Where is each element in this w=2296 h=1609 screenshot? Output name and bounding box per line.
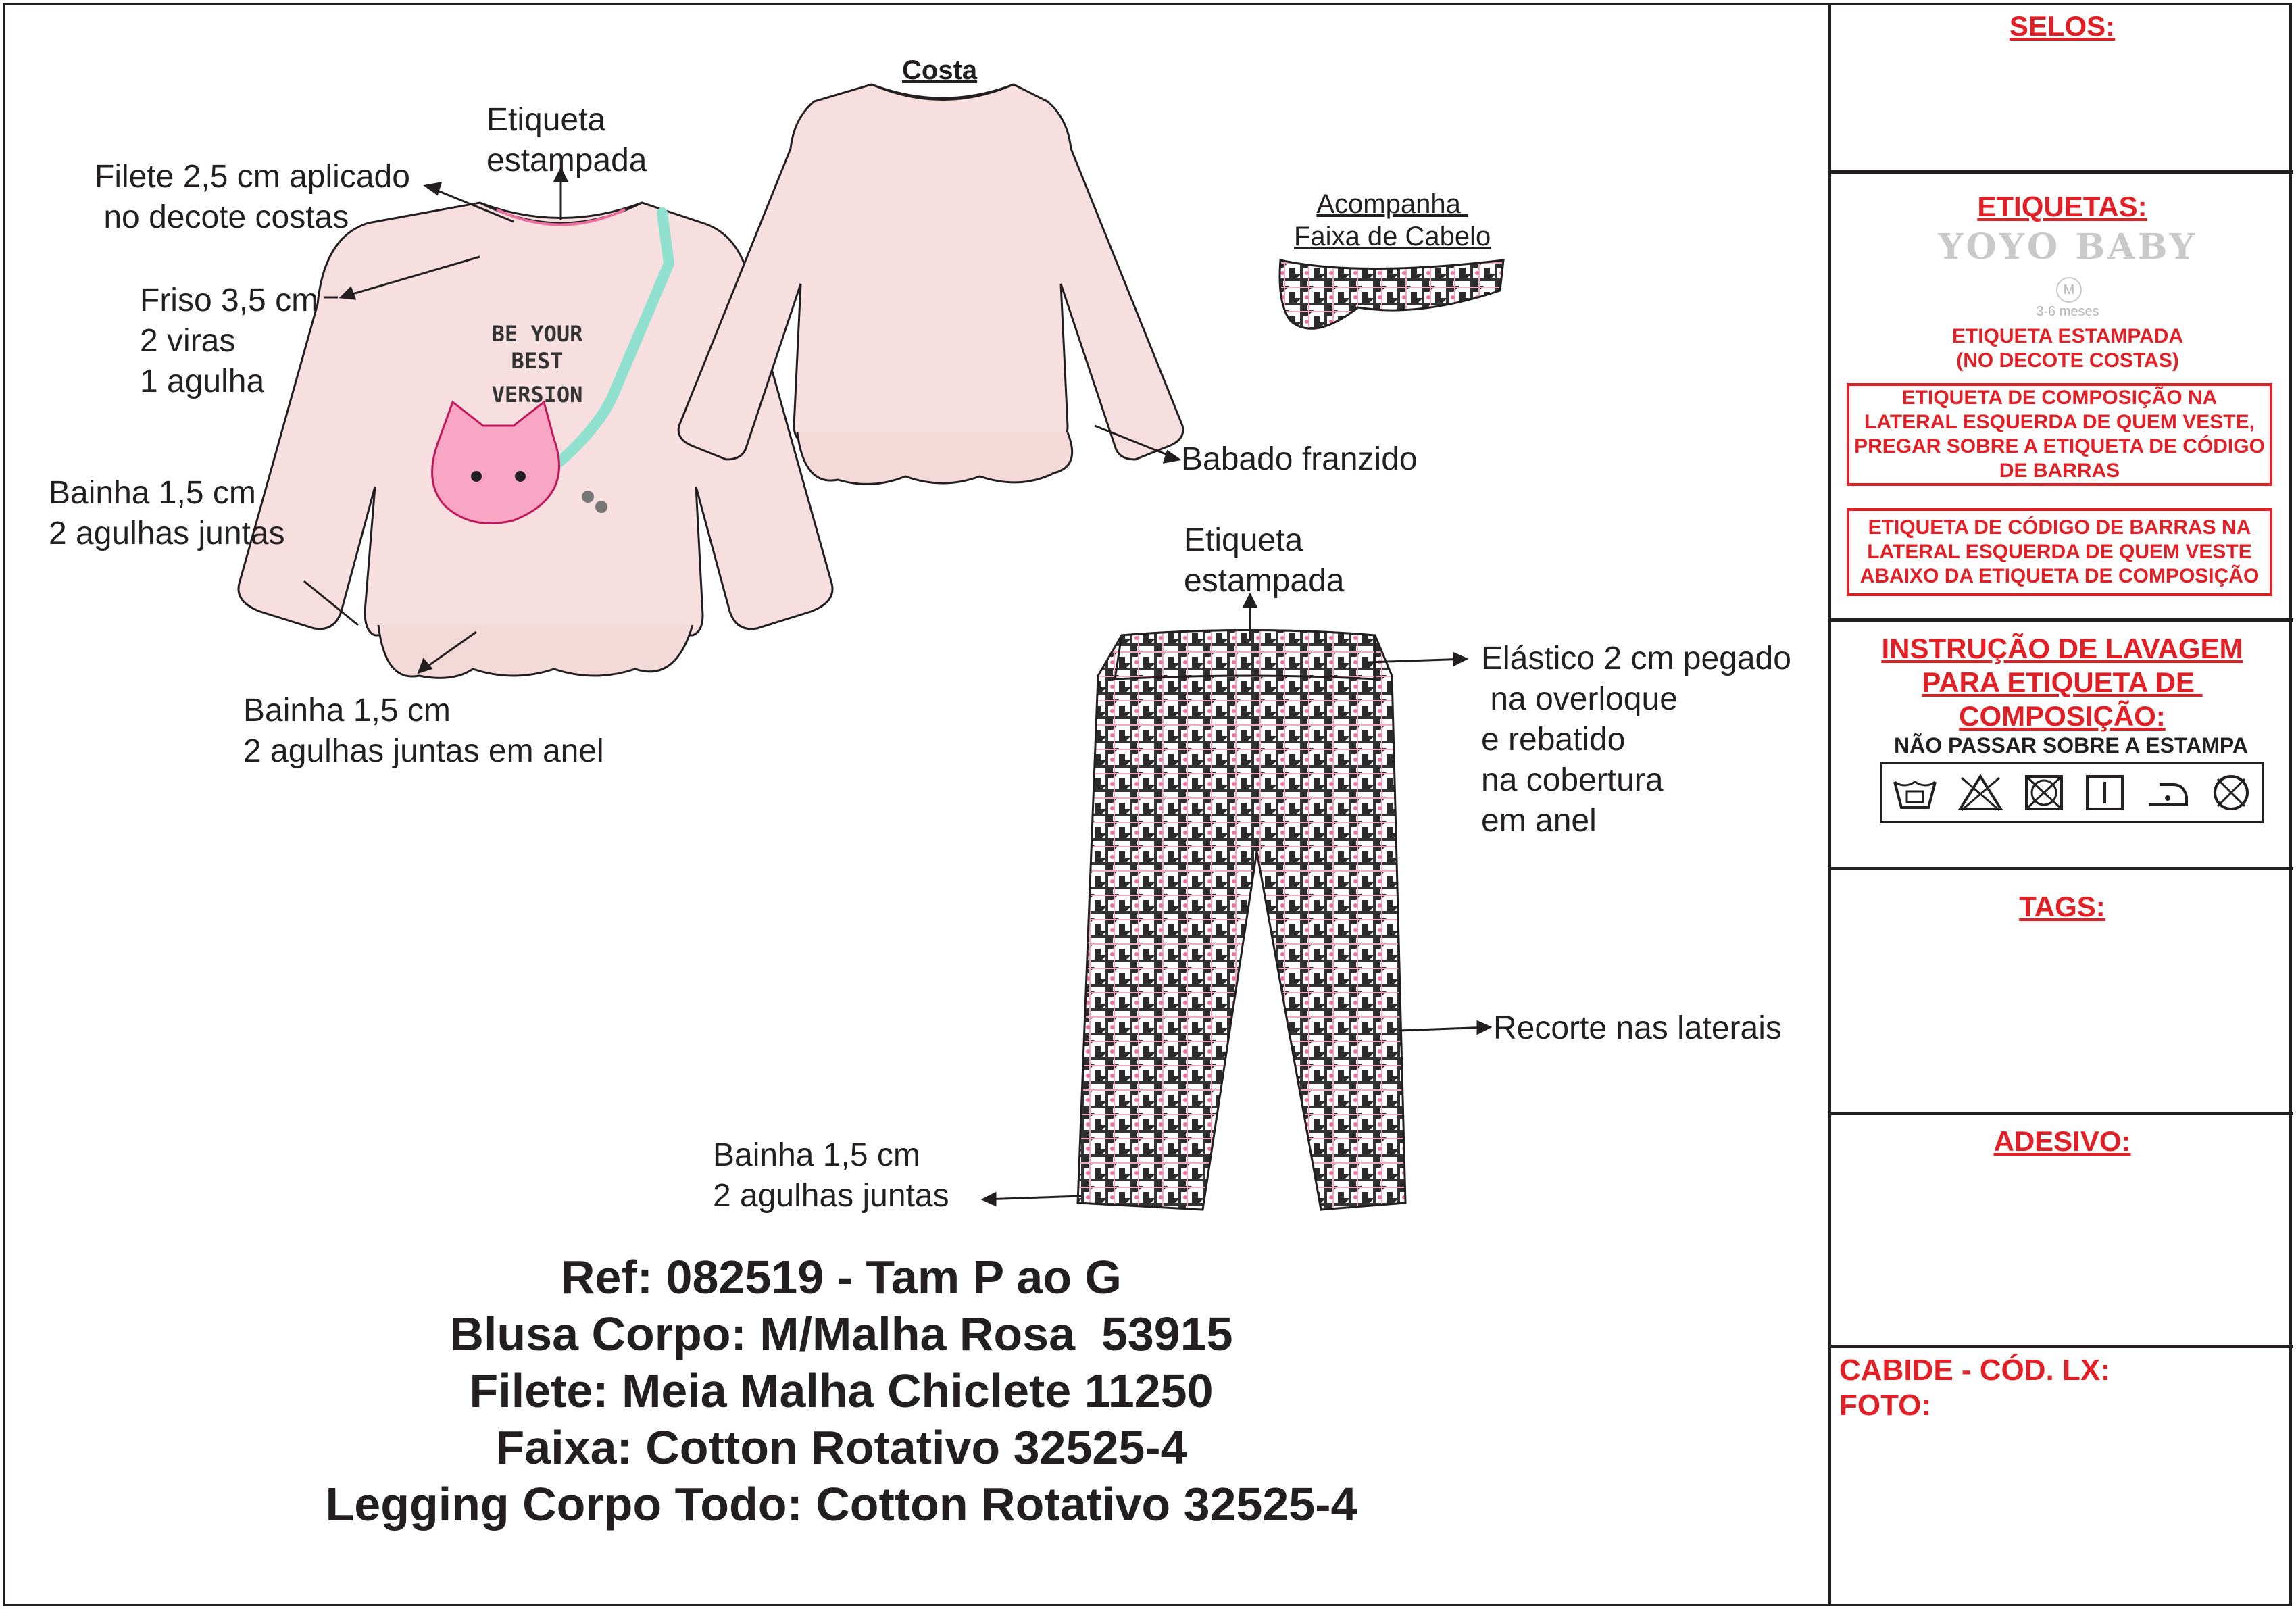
sidebar-divider: [1828, 3, 1831, 1606]
print-text-line1: BE YOUR: [491, 321, 583, 347]
no-tumble-dry-icon: [2022, 772, 2066, 813]
lavagem-warning: NÃO PASSAR SOBRE A ESTAMPA: [1894, 733, 2248, 758]
adesivo-title: ADESIVO:: [1993, 1125, 2131, 1157]
lavagem-title: INSTRUÇÃO DE LAVAGEM PARA ETIQUETA DE COMPOSIÇÃO:: [1881, 633, 2243, 732]
brand-logo: YOYO BABY: [1938, 226, 2197, 268]
etiqueta-estampada-note: ETIQUETA ESTAMPADA (NO DECOTE COSTAS): [1951, 325, 2184, 372]
no-dry-clean-icon: [2210, 772, 2253, 813]
no-bleach-icon: [1956, 772, 2005, 813]
wash-symbols: [1880, 762, 2264, 823]
sidebar-rule-5: [1828, 1345, 2293, 1348]
legging-label-elastico: Elástico 2 cm pegado na overloque e rebatido na cobertura em anel: [1481, 641, 1791, 839]
tags-title: TAGS:: [2019, 891, 2105, 922]
spec-faixa: Faixa: Cotton Rotativo 32525-4: [495, 1421, 1187, 1474]
headband-label: Acompanha Faixa de Cabelo: [1294, 189, 1491, 251]
composicao-text: ETIQUETA DE COMPOSIÇÃO NA LATERAL ESQUERDA DE QUEM VESTE, PREGAR SOBRE A ETIQUETA DE CÓDIGO DE BARRAS: [1854, 387, 2265, 482]
cabide-foto-label: CABIDE - CÓD. LX: FOTO:: [1839, 1354, 2110, 1422]
spec-legging: Legging Corpo Todo: Cotton Rotativo 32525-4: [325, 1478, 1357, 1531]
composicao-box: [1847, 383, 2272, 486]
front-label-bainha-hem: Bainha 1,5 cm 2 agulhas juntas em anel: [243, 693, 604, 769]
spec-filete: Filete: Meia Malha Chiclete 11250: [469, 1364, 1214, 1417]
selos-title: SELOS:: [2009, 10, 2116, 42]
legging-label-recorte: Recorte nas laterais: [1493, 1010, 1782, 1046]
brand-size-badge: M: [2056, 277, 2082, 303]
line-dry-icon: [2083, 772, 2126, 813]
brand-subtext: 3-6 meses: [2036, 304, 2099, 319]
legging-label-etiqueta: Etiqueta estampada: [1184, 522, 1345, 599]
etiquetas-title: ETIQUETAS:: [1977, 191, 2147, 222]
front-label-etiqueta: Etiqueta estampada: [486, 102, 647, 178]
legging-drawing: [1078, 630, 1405, 1210]
back-blouse-drawing: [678, 84, 1183, 484]
front-label-bainha-sleeve: Bainha 1,5 cm 2 agulhas juntas: [49, 475, 285, 551]
codigo-barras-text: ETIQUETA DE CÓDIGO DE BARRAS NA LATERAL ESQUERDA DE QUEM VESTE ABAIXO DA ETIQUETA DE COMPOSIÇÃO: [1860, 516, 2260, 587]
sidebar-rule-4: [1828, 1112, 2293, 1115]
back-view-title: Costa: [902, 55, 978, 85]
legging-label-bainha: Bainha 1,5 cm 2 agulhas juntas: [713, 1137, 949, 1214]
spec-blusa: Blusa Corpo: M/Malha Rosa 53915: [449, 1308, 1233, 1360]
codigo-barras-box: [1847, 508, 2272, 596]
front-label-filete: Filete 2,5 cm aplicado no decote costas: [95, 159, 410, 235]
wash-30-icon: [1891, 772, 1939, 813]
sidebar-rule-2: [1828, 618, 2293, 622]
spec-ref: Ref: 082519 - Tam P ao G: [561, 1251, 1122, 1304]
print-text-line3: VERSION: [491, 382, 583, 407]
iron-low-icon: [2143, 772, 2192, 813]
front-label-friso: Friso 3,5 cm 2 viras 1 agulha: [140, 282, 319, 399]
sidebar-rule-3: [1828, 867, 2293, 870]
spec-block: [270, 1249, 1412, 1533]
sidebar-rule-1: [1828, 170, 2293, 174]
back-label-babado: Babado franzido: [1181, 441, 1418, 477]
print-text-line2: BEST: [511, 348, 564, 374]
headband-drawing: [1280, 260, 1503, 328]
